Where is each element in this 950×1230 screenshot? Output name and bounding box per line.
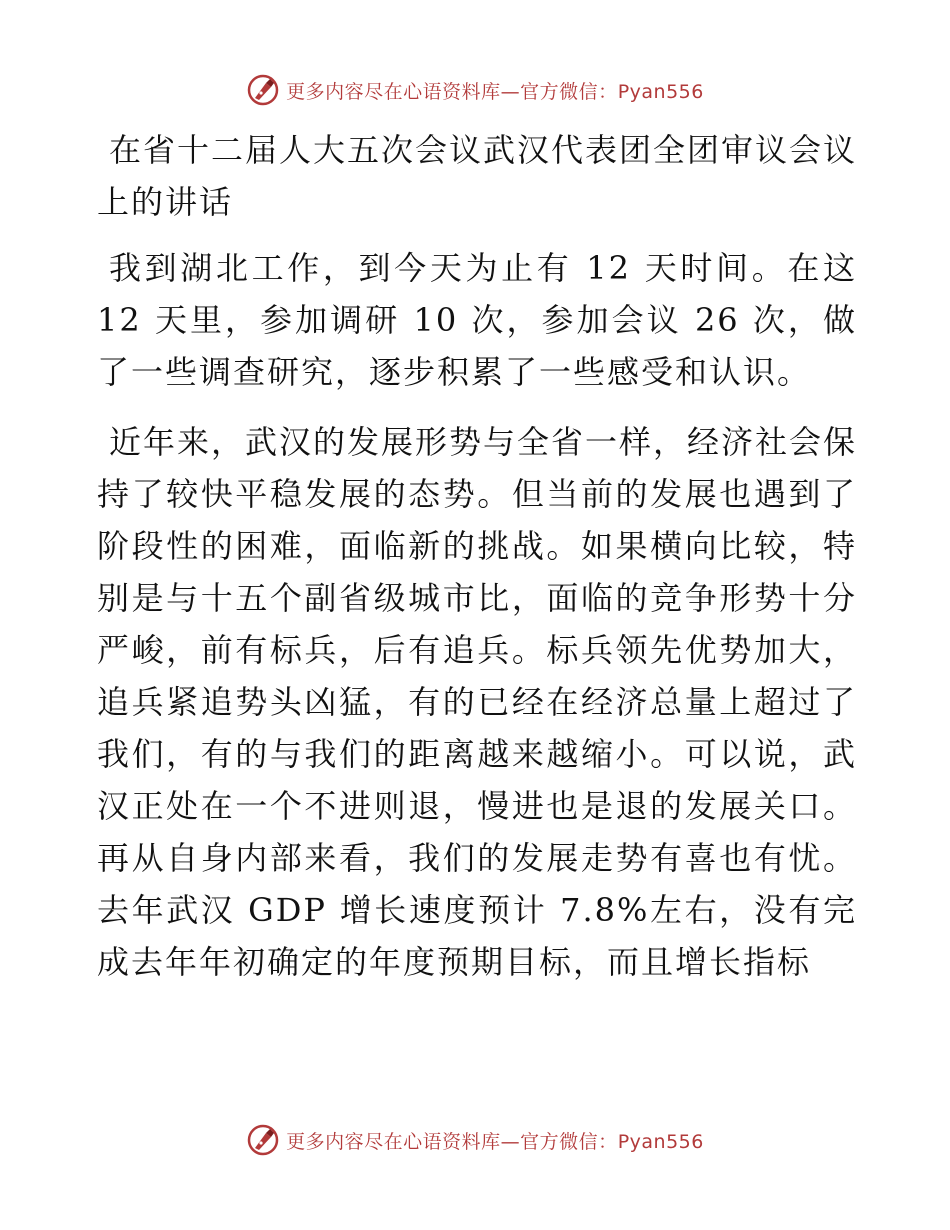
banner-dash: — <box>500 80 521 103</box>
banner-text <box>286 1127 704 1154</box>
pen-nib-logo-icon <box>246 1123 280 1157</box>
document-title: 在省十二届人大五次会议武汉代表团全团审议会议上的讲话 <box>97 131 858 221</box>
paragraph-1: 我到湖北工作，到今天为止有 12 天时间。在这 12 天里，参加调研 10 次，参加会议 26 次，做了一些调查研究，逐步积累了一些感受和认识。 <box>97 249 857 391</box>
banner-account-text: Pyan556 <box>617 80 704 103</box>
banner-official-text: 官方微信： <box>520 80 618 103</box>
banner-account-text: Pyan556 <box>617 1130 704 1153</box>
document-body <box>97 124 857 1006</box>
banner-official-text: 官方微信： <box>520 1130 618 1153</box>
banner-text <box>286 77 704 104</box>
pen-nib-logo-icon <box>246 73 280 107</box>
banner-main-text: 更多内容尽在心语资料库 <box>286 1130 501 1153</box>
paragraph-2: 近年来，武汉的发展形势与全省一样，经济社会保持了较快平稳发展的态势。但当前的发展也遇到了阶段性的困难，面临新的挑战。如果横向比较，特别是与十五个副省级城市比，面临的竞争形势十分严峻，前有标兵，后有追兵。标兵领先优势加大，追兵紧追势头凶猛，有的已经在经济总量上超过了我们，有的与我们的距离越来越缩小。可以说，武汉正处在一个不进则退，慢进也是退的发展关口。再从自身内部来看，我们的发展走势有喜也有忧。去年武汉 GDP 增长速度预计 7.8%左右，没有完成去年年初确定的年度预期目标，而且增长指标 <box>97 423 858 981</box>
footer-banner <box>0 1120 950 1160</box>
banner-dash: — <box>500 1130 521 1153</box>
banner-main-text: 更多内容尽在心语资料库 <box>286 80 501 103</box>
header-banner <box>0 70 950 110</box>
